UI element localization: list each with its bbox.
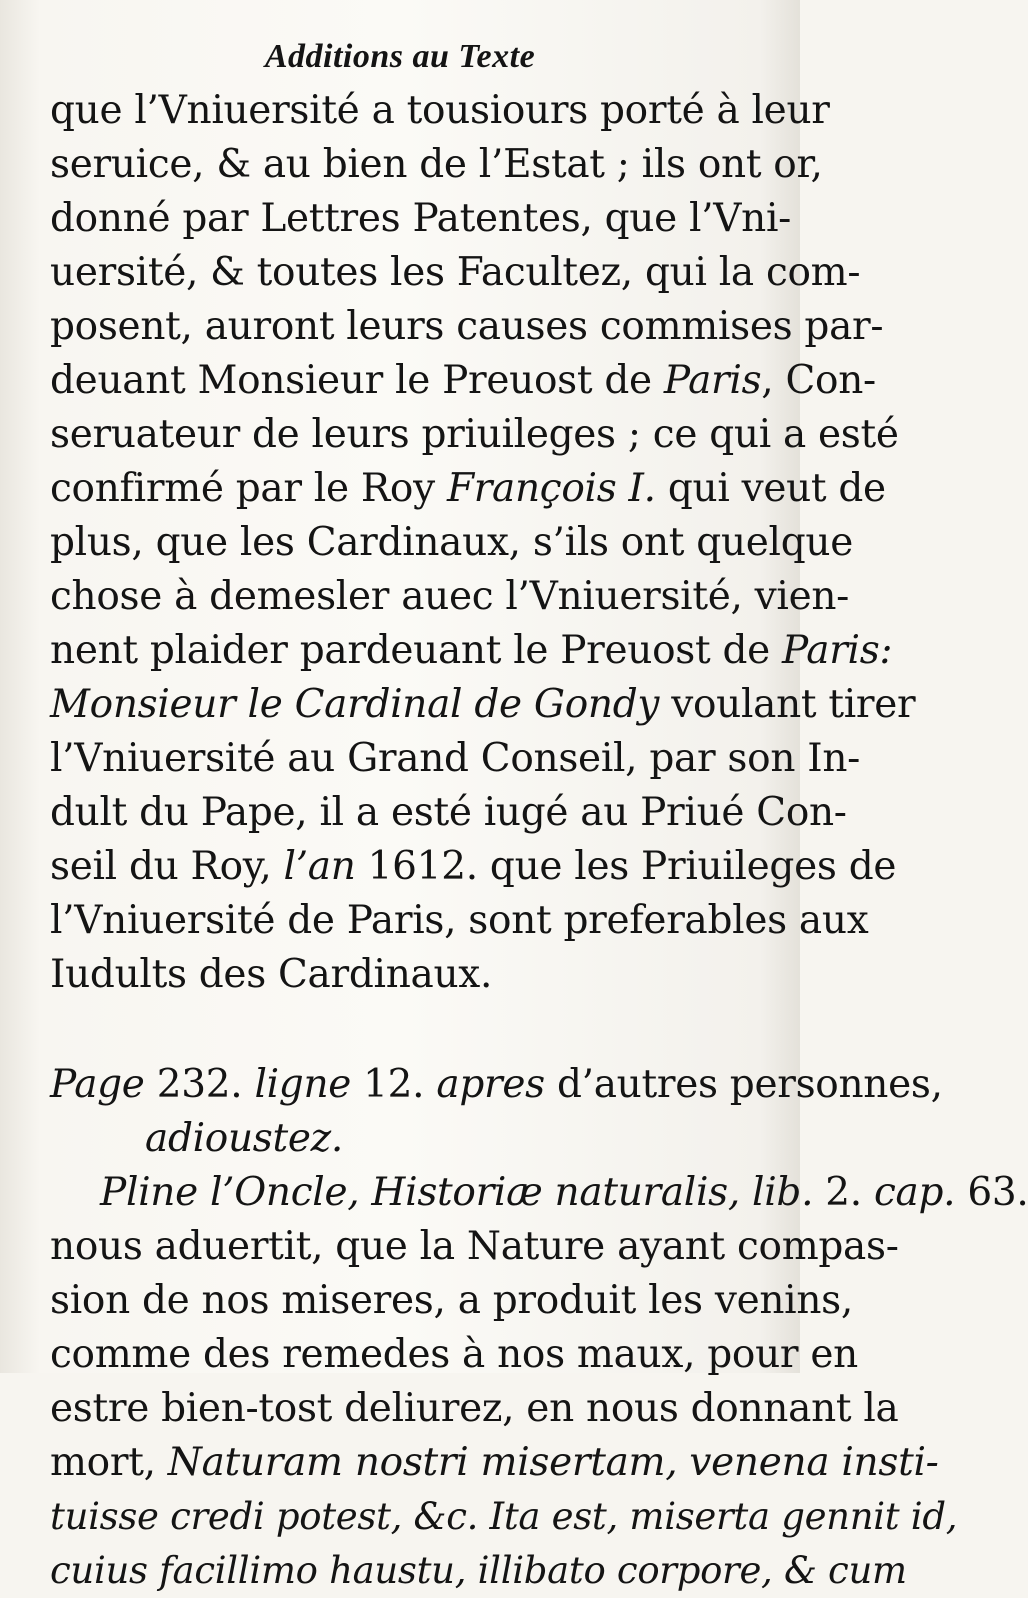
- text-run: seil du Roy,: [50, 844, 284, 889]
- text-run: 12.: [351, 1062, 437, 1107]
- text-run: 1612. que les Priuileges de: [355, 844, 897, 889]
- text-run: 2.: [813, 1170, 874, 1215]
- text-run: d’autres personnes,: [544, 1062, 943, 1107]
- text-run: 232.: [144, 1062, 255, 1107]
- running-head: Additions au Texte: [264, 38, 536, 75]
- italic-run: cap.: [873, 1170, 956, 1215]
- text-run: qui veut de: [655, 466, 886, 511]
- paragraph-gap: [50, 1002, 768, 1058]
- text-line: uersité, & toutes les Facultez, qui la com-: [50, 250, 861, 295]
- text-line: [50, 1058, 943, 1112]
- text-run: voulant tirer: [659, 682, 916, 727]
- text-run: mort,: [50, 1440, 168, 1485]
- italic-run: Page: [50, 1062, 145, 1107]
- italic-run: Paris:: [782, 628, 893, 673]
- text-line: [50, 678, 916, 732]
- text-line: posent, auront leurs causes commises par-: [50, 304, 884, 349]
- italic-run: Monsieur le Cardinal de Gondy: [50, 682, 660, 727]
- text-line: seruice, & au bien de l’Estat ; ils ont or,: [50, 142, 823, 187]
- text-line: donné par Lettres Patentes, que l’Vni-: [50, 196, 792, 241]
- text-line: [50, 354, 876, 408]
- text-line: [50, 1436, 939, 1490]
- text-line: Iudults des Cardinaux.: [50, 952, 493, 997]
- text-line: plus, que les Cardinaux, s’ils ont quelque: [50, 520, 853, 565]
- text-line: [50, 462, 886, 516]
- text-run: deuant Monsieur le Preuost de: [50, 358, 664, 403]
- text-line: comme des remedes à nos maux, pour en: [50, 1332, 858, 1377]
- text-line: [50, 624, 893, 678]
- text-run: , Con-: [761, 358, 876, 403]
- text-run: nent plaider pardeuant le Preuost de: [50, 628, 783, 673]
- italic-run: Naturam nostri misertam, venena insti-: [167, 1440, 939, 1485]
- text-run: confirmé par le Roy: [50, 466, 447, 511]
- text-line: sion de nos miseres, a produit les venins,: [50, 1278, 853, 1323]
- text-line: [50, 1166, 1028, 1220]
- text-line: tuisse credi potest, &c. Ita est, miserta gennit id,: [50, 1495, 958, 1538]
- italic-run: Pline l’Oncle, Historiæ naturalis, lib.: [100, 1170, 814, 1215]
- text-line: chose à demesler auec l’Vniuersité, vien-: [50, 574, 850, 619]
- text-line: nous aduertit, que la Nature ayant compas-: [50, 1224, 899, 1269]
- text-run: 63.: [955, 1170, 1028, 1215]
- italic-run: apres: [436, 1062, 545, 1107]
- italic-run: François I.: [446, 466, 656, 511]
- text-line: adioustez.: [145, 1116, 343, 1161]
- text-line: cuius facillimo haustu, illibato corpore, & cum: [50, 1549, 907, 1592]
- text-line: l’Vniuersité de Paris, sont preferables aux: [50, 898, 869, 943]
- text-line: [50, 840, 897, 894]
- text-line: seruateur de leurs priuileges ; ce qui a esté: [50, 412, 899, 457]
- text-line: dult du Pape, il a esté iugé au Priué Con-: [50, 790, 847, 835]
- text-line: l’Vniuersité au Grand Conseil, par son In-: [50, 736, 861, 781]
- italic-run: l’an: [283, 844, 356, 889]
- text-line: estre bien-tost deliurez, en nous donnant la: [50, 1386, 899, 1431]
- body-text: [50, 84, 1028, 1598]
- italic-run: Paris: [663, 358, 762, 403]
- italic-run: ligne: [254, 1062, 352, 1107]
- text-line: que l’Vniuersité a tousiours porté à leur: [50, 88, 830, 133]
